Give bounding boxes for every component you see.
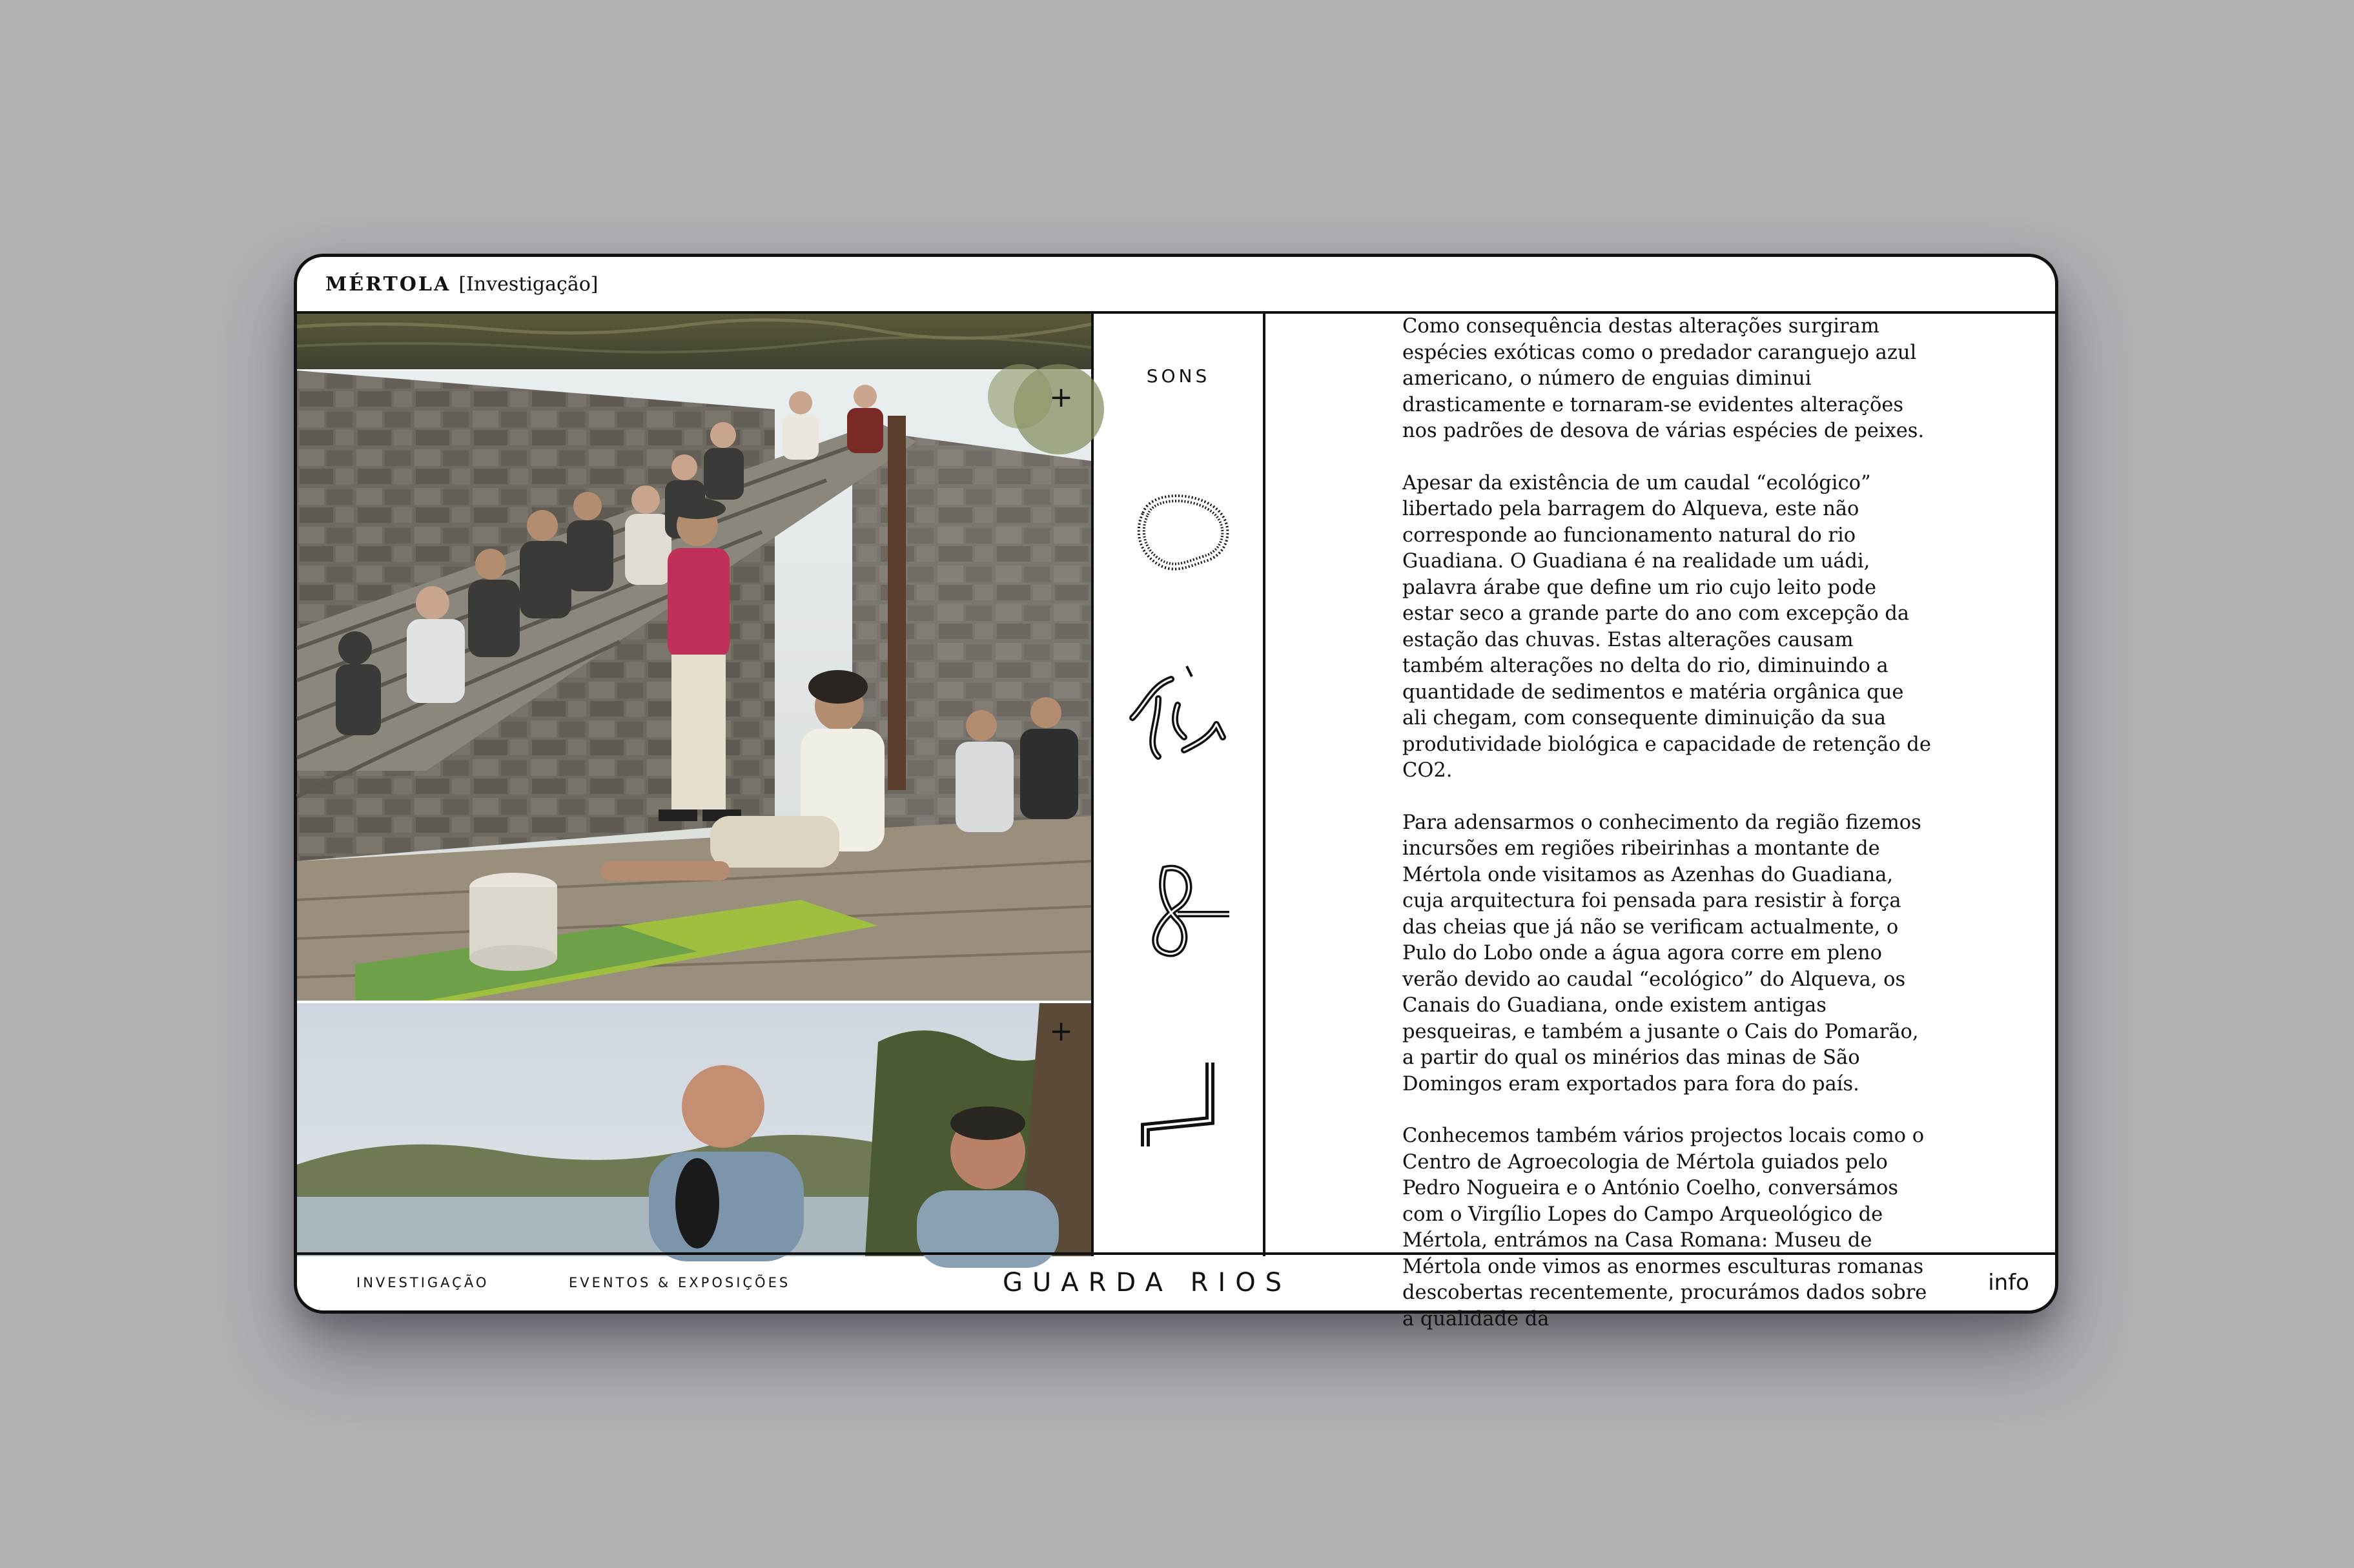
article-paragraph: Como consequência destas alterações surgiram espécies exóticas como o predador caranguejo azul americano, o número de enguias diminui drasticamente e tornaram-se evidentes alterações nos padrões de desova de várias espécies de peixes. (1402, 315, 1925, 442)
sons-link[interactable]: SONS (1146, 365, 1211, 387)
article-paragraph: Conhecemos também vários projectos locais como o Centro de Agroecologia de Mértola guiados pelo Pedro Nogueira e o António Coelho, conversámos com o Virgílio Lopes do Campo Arqueológico de Mértola, entrámos na Casa Romana: Museu de Mértola onde vimos as enormes esculturas romanas descobertas recentemente, procurámos dados sobre a qualidade da (1402, 1125, 1927, 1330)
photo-riverside-talk[interactable] (297, 371, 1091, 1001)
brand-logo[interactable]: GUARDA RIOS (1003, 1268, 1292, 1298)
section-label: [Investigação] (458, 272, 599, 296)
nav-eventos-exposicoes[interactable]: EVENTOS & EXPOSIÇÕES (569, 1275, 791, 1290)
footer-bar (297, 1252, 2055, 1310)
blob-scribble-icon[interactable] (1120, 469, 1237, 586)
page-title: MÉRTOLA (325, 272, 451, 296)
expand-photo-2-button[interactable]: + (1049, 1015, 1073, 1048)
branch-lines-icon[interactable] (1120, 660, 1237, 777)
info-link[interactable]: info (1988, 1270, 2029, 1296)
photo-interview[interactable] (297, 1003, 1091, 1256)
photo-gallery[interactable] (297, 314, 1094, 1256)
article-paragraph: Para adensarmos o conhecimento da região fizemos incursões em regiões ribeirinhas a montante de Mértola onde visitamos as Azenhas do Guadiana, cuja arquitectura foi pensada para resistir à força das cheias que já não se verificam actualmente, o Pulo do Lobo onde a água agora corre em pleno verão devido ao caudal “ecológico” do Alqueva, os Canais do Guadiana, onde existem antigas pesqueiras, e também a jusante o Cais do Pomarão, a partir do qual os minérios das minas de São Domingos eram exportados para fora do país. (1402, 811, 1921, 1095)
zigzag-step-icon[interactable] (1120, 1043, 1237, 1161)
photo-river-strip (297, 314, 1091, 369)
article-paragraph: Apesar da existência de um caudal “ecológico” libertado pela barragem do Alqueva, este não corresponde ao funcionamento natural do rio Guadiana. O Guadiana é na realidade um uádi, palavra árabe que define um rio cujo leito pode estar seco a grande parte do ano com excepção da estação das chuvas. Estas alterações causam também alterações no delta do rio, diminuindo a quantidade de sedimentos e matéria orgânica que ali chegam, com consequente diminuição da sua produtividade biológica e capacidade de retenção de CO2. (1402, 471, 1931, 782)
sound-sidebar (1094, 314, 1265, 1256)
top-bar (297, 257, 2055, 314)
device-frame (294, 254, 2058, 1330)
expand-photo-1-button[interactable]: + (1049, 381, 1073, 414)
knot-loop-icon[interactable] (1120, 850, 1237, 967)
article-text (1402, 314, 1932, 1330)
nav-investigacao[interactable]: INVESTIGAÇÃO (356, 1275, 489, 1290)
